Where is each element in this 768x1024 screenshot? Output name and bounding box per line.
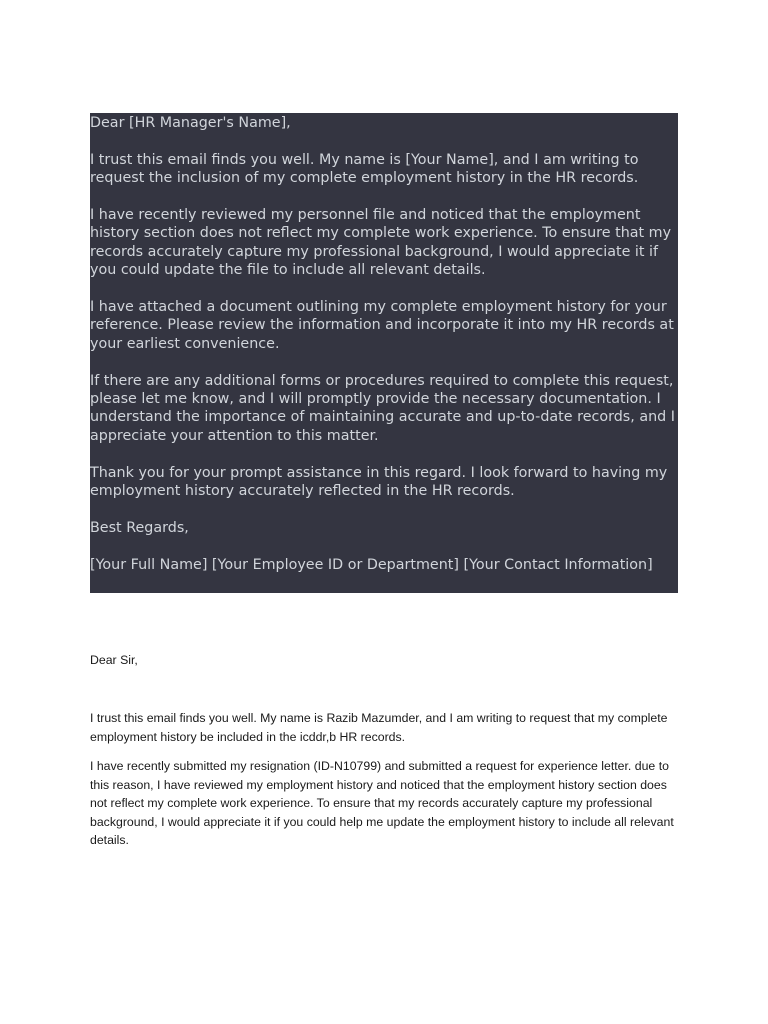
template-closing: Best Regards, — [90, 519, 189, 536]
template-paragraph: I have recently reviewed my personnel file and noticed that the employment history section does not reflect my complete work experience. To ensure that my records accurately capture my professional background, I would appreciate it if you could update the file to include all relevant details. — [90, 207, 672, 279]
letter-paragraph-text: I have recently submitted my resignation (ID-N10799) and submitted a request for experience letter. due to this reason, I have reviewed my employment history and noticed that the employment history section does not reflect my complete work experience. To ensure that my records accurately capture my professional background, I would appreciate it if you could help me update the employment history to include all relevant details. — [90, 759, 674, 848]
template-signature: [Your Full Name] [Your Employee ID or Department] [Your Contact Information] — [90, 556, 653, 573]
template-paragraph: I trust this email finds you well. My name is [Your Name], and I am writing to request the inclusion of my complete employment history in the HR records. — [90, 151, 639, 187]
template-salutation: Dear [HR Manager's Name], — [90, 115, 291, 131]
template-paragraph: I have attached a document outlining my complete employment history for your reference. Please review the information and incorporate it into my HR records at your earliest convenience. — [90, 299, 674, 352]
template-paragraph: Thank you for your prompt assistance in this regard. I look forward to having my employment history accurately reflected in the HR records. — [90, 464, 668, 500]
template-paragraph: If there are any additional forms or procedures required to complete this request, please let me know, and I will promptly provide the necessary documentation. I understand the importance of maintaining accurate and up-to-date records, and I appreciate your attention to this matter. — [90, 372, 675, 444]
letter-paragraph-2 — [90, 757, 678, 850]
letter-paragraph-text: I trust this email finds you well. My name is Razib Mazumder, and I am writing to request that my complete employment history be included in the icddr,b HR records. — [90, 711, 668, 744]
pasted-template-block — [90, 113, 678, 593]
letter-paragraph-1 — [90, 709, 678, 746]
letter-salutation — [90, 651, 678, 670]
letter-salutation-text: Dear Sir, — [90, 653, 138, 667]
